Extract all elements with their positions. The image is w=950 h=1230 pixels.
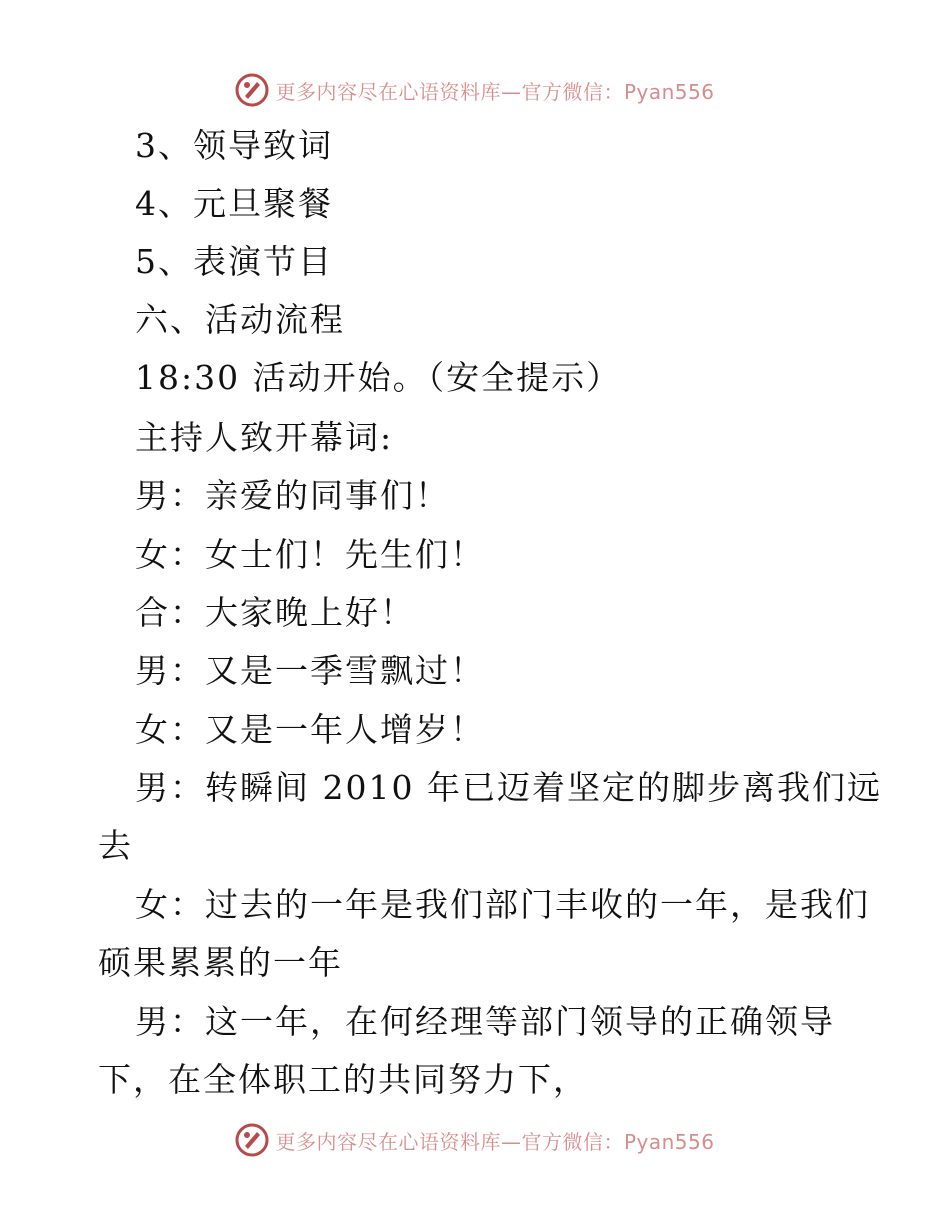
dialogue-line-continued: 下，在全体职工的共同努力下， bbox=[98, 1060, 588, 1099]
dialogue-line: 合：大家晚上好！ bbox=[135, 593, 415, 632]
section-heading: 六、活动流程 bbox=[135, 300, 345, 339]
dialogue-line: 男：又是一季雪飘过！ bbox=[135, 651, 485, 690]
header-banner-text: 更多内容尽在心语资料库—官方微信：Pyan556 bbox=[275, 79, 715, 104]
dialogue-line: 女：过去的一年是我们部门丰收的一年，是我们 bbox=[135, 885, 870, 924]
body-line: 主持人致开幕词: bbox=[135, 418, 394, 457]
dialogue-line: 男：转瞬间 2010 年已迈着坚定的脚步离我们远 bbox=[135, 768, 882, 807]
footer-banner bbox=[0, 1120, 950, 1160]
body-line: 18:30 活动开始。（安全提示） bbox=[135, 358, 622, 397]
body-line: 5、表演节目 bbox=[135, 242, 333, 281]
brand-logo-icon bbox=[235, 1123, 269, 1157]
body-line: 4、元旦聚餐 bbox=[135, 184, 333, 223]
dialogue-line-continued: 去 bbox=[98, 826, 133, 865]
dialogue-line: 男：这一年，在何经理等部门领导的正确领导 bbox=[135, 1002, 835, 1041]
brand-logo-icon bbox=[235, 73, 269, 107]
dialogue-line-continued: 硕果累累的一年 bbox=[98, 943, 343, 982]
body-line: 3、领导致词 bbox=[135, 126, 333, 165]
header-banner bbox=[0, 70, 950, 110]
dialogue-line: 男：亲爱的同事们！ bbox=[135, 476, 450, 515]
footer-banner-text: 更多内容尽在心语资料库—官方微信：Pyan556 bbox=[275, 1129, 715, 1154]
dialogue-line: 女：又是一年人增岁！ bbox=[135, 710, 485, 749]
dialogue-line: 女：女士们！先生们！ bbox=[135, 535, 485, 574]
